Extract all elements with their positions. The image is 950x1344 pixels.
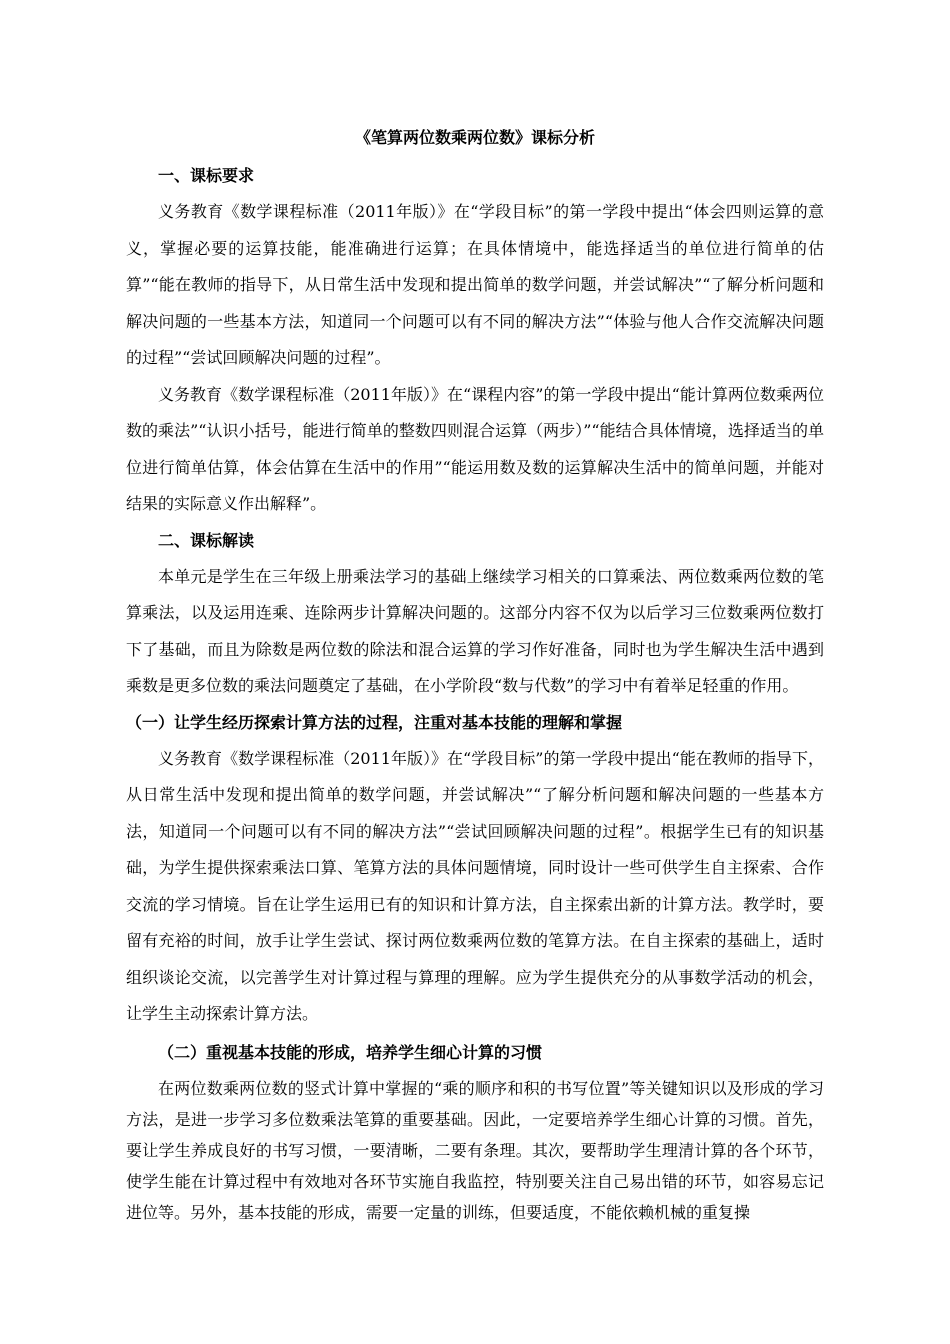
requirements-paragraph-1: 义务教育《数学课程标准（2011年版）》在“学段目标”的第一学段中提出“体会四则运算的意义，掌握必要的运算技能，能准确进行运算；在具体情境中，能选择适当的单位进行简单的估算”“能在教师的指导下，从日常生活中发现和提出简单的数学问题，并尝试解决”“了解分析问题和解决问题的一些基本方法，知道同一个问题可以有不同的解决方法”“体验与他人合作交流解决问题的过程”“尝试回顾解决问题的过程”。 [126,202,824,367]
subsection-2-paragraph: 在两位数乘两位数的竖式计算中掌握的“乘的顺序和积的书写位置”等关键知识以及形成的学习方法，是进一步学习多位数乘法笔算的重要基础。因此，一定要培养学生细心计算的习惯。首先，要让学生养成良好的书写习惯，一要清晰，二要有条理。其次，要帮助学生理清计算的各个环节，使学生能在计算过程中有效地对各环节实施自我监控，特别要关注自己易出错的环节，如容易忘记进位等。另外，基本技能的形成，需要一定量的训练，但要适度，不能依赖机械的重复操 [126,1078,824,1222]
requirements-paragraph-2: 义务教育《数学课程标准（2011年版）》在“课程内容”的第一学段中提出“能计算两位数乘两位数的乘法”“认识小括号，能进行简单的整数四则混合运算（两步）”“能结合具体情境，选择适当的单位进行简单估算，体会估算在生活中的作用”“能运用数及数的运算解决生活中的简单问题，并能对结果的实际意义作出解释”。 [126,384,824,513]
subsection-heading-1: （一）让学生经历探索计算方法的过程，注重对基本技能的理解和掌握 [126,712,623,732]
subsection-1-paragraph: 义务教育《数学课程标准（2011年版）》在“学段目标”的第一学段中提出“能在教师的指导下，从日常生活中发现和提出简单的数学问题，并尝试解决”“了解分析问题和解决问题的一些基本方法，知道同一个问题可以有不同的解决方法”“尝试回顾解决问题的过程”。根据学生已有的知识基础，为学生提供探索乘法口算、笔算方法的具体问题情境，同时设计一些可供学生自主探索、合作交流的学习情境。旨在让学生运用已有的知识和计算方法，自主探索出新的计算方法。教学时，要留有充裕的时间，放手让学生尝试、探讨两位数乘两位数的笔算方法。在自主探索的基础上，适时组织谈论交流，以完善学生对计算过程与算理的理解。应为学生提供充分的从事数学活动的机会，让学生主动探索计算方法。 [126,748,824,1023]
section-heading-interpretation: 二、课标解读 [158,530,255,550]
section-heading-requirements: 一、课标要求 [158,166,255,185]
subsection-heading-2: （二）重视基本技能的形成，培养学生细心计算的习惯 [158,1042,543,1062]
document-title: 《笔算两位数乘两位数》课标分析 [354,128,595,147]
interpretation-paragraph: 本单元是学生在三年级上册乘法学习的基础上继续学习相关的口算乘法、两位数乘两位数的笔算乘法，以及运用连乘、连除两步计算解决问题的。这部分内容不仅为以后学习三位数乘两位数打下了基础，而且为除数是两位数的除法和混合运算的学习作好准备，同时也为学生解决生活中遇到乘数是更多位数的乘法问题奠定了基础，在小学阶段“数与代数”的学习中有着举足轻重的作用。 [126,566,824,695]
